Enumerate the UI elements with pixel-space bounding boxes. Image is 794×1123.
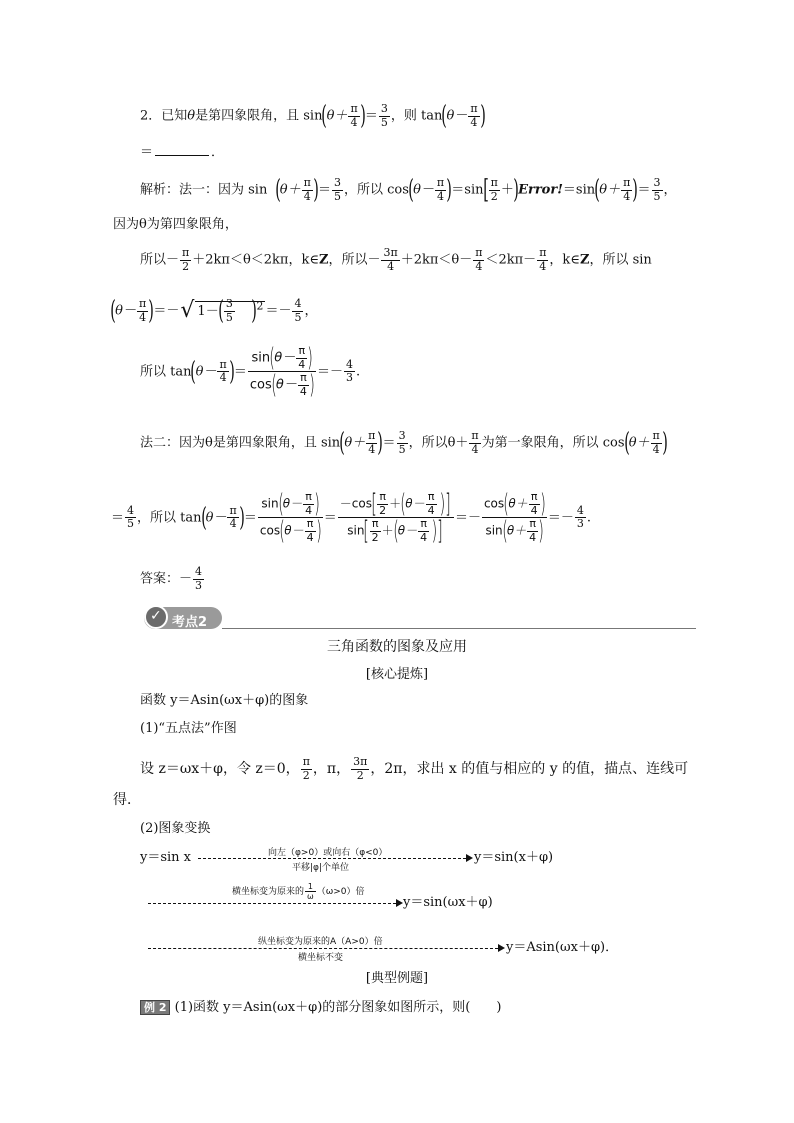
text: cos (249, 377, 272, 393)
paren: ) (479, 101, 486, 132)
text: ． (211, 145, 225, 160)
paren: ( (594, 175, 600, 206)
solution-line-4 (110, 296, 318, 327)
text: y＝Asin(ωx＋φ)． (506, 940, 619, 955)
transform-heading (140, 822, 210, 835)
solution-line-1 (140, 175, 677, 206)
paren: ( (217, 296, 224, 327)
solution-line-3 (140, 247, 652, 273)
text: ＝ (364, 108, 378, 124)
solution-line-2 (113, 218, 238, 231)
text: θ－ (274, 350, 296, 366)
text: ＝ (233, 364, 247, 380)
frac-pi-4: $\frac{\pi}{4}$ (229, 503, 237, 531)
text: ＝－ (153, 303, 180, 319)
text: θ＋ (628, 435, 650, 451)
paren: ( (271, 370, 277, 401)
frac-pi-4: $\frac{\pi}{4}$ (470, 102, 478, 129)
text: 2．已知 (140, 108, 188, 124)
transform-3-label-bottom: 横坐标不变 (298, 953, 344, 963)
paren: ) (446, 175, 453, 206)
exponent: 2 (256, 299, 264, 313)
text: ＝－ (547, 510, 574, 526)
frac-4-5: $\frac{4}{5}$ (294, 297, 302, 324)
transform-1-label-bottom: 平移|φ|个单位 (292, 863, 350, 873)
frac-pi-4: $\frac{\pi}{4}$ (298, 344, 306, 371)
text: ，所以 sin (589, 252, 652, 268)
transform-3-label-top: 纵坐标变为原来的A（A>0）倍 (258, 937, 383, 947)
text: . (586, 510, 591, 526)
text: ＝ (140, 145, 154, 160)
five-point-line (140, 756, 688, 782)
frac-pi-4: $\frac{\pi}{4}$ (303, 176, 311, 203)
text: y＝sin(ωx＋φ) (403, 895, 493, 910)
frac-3-5: $\frac{3}{5}$ (653, 176, 661, 203)
paren: ) (313, 175, 319, 206)
text: ，所以θ＋ (408, 435, 469, 451)
paren: ( (408, 175, 414, 206)
arrowhead (466, 854, 473, 862)
text: ＋2kπ＜θ＜2kπ，k∈ (192, 252, 319, 268)
paren: ( (623, 428, 630, 459)
frac-3-5: $\frac{3}{5}$ (380, 102, 388, 129)
arrowhead (498, 944, 505, 952)
frac-3-5: $\frac{3}{5}$ (398, 429, 406, 456)
frac-pi-2: $\frac{\pi}{2}$ (490, 176, 498, 203)
text: ＜2kπ－ (485, 252, 537, 268)
set-z: Z (318, 252, 329, 268)
core-heading (0, 668, 794, 681)
paren: ) (309, 370, 315, 401)
section-divider (222, 628, 696, 629)
text: y＝sin(x＋φ) (474, 850, 554, 865)
text: ＝ (243, 510, 257, 526)
text: 法二：因为θ是第四象限角，且 sin (140, 435, 341, 451)
paren: ) (307, 343, 314, 374)
text: 解析：法一：因为 sin (140, 182, 268, 198)
text: ＝ (111, 510, 125, 526)
paren: ) (251, 296, 258, 327)
example-badge: 例 2 (140, 1000, 170, 1015)
text: 所以 tan (140, 364, 192, 380)
section-title (0, 640, 794, 654)
paren: ( (190, 356, 197, 387)
paren: ( (274, 175, 281, 206)
frac-pi-4: $\frac{\pi}{4}$ (623, 176, 631, 203)
text: ＝－ (317, 364, 344, 380)
solution-line-5 (140, 345, 360, 399)
text: ＝ (637, 182, 651, 198)
example-line (140, 1000, 501, 1015)
paren: ) (239, 502, 245, 533)
transform-2-label: 横坐标变为原来的 $\frac{1}{\omega}$ （ω>0）倍 (232, 882, 365, 902)
paren: ( (339, 428, 346, 459)
frac-4-3: $\frac{4}{3}$ (576, 503, 584, 531)
text: θ－ (275, 377, 297, 393)
text: ，则 tan (390, 108, 443, 124)
text: ＝－ (454, 510, 481, 526)
frac-pi-2: $\frac{\pi}{2}$ (302, 755, 310, 782)
text: ，所以 tan (137, 510, 202, 526)
text: ＝sin (562, 182, 596, 198)
text: . (356, 364, 361, 380)
text: θ＋ (326, 108, 348, 124)
text: ，2π，求出 x 的值与相应的 y 的值，描点、连线可 (370, 761, 689, 778)
frac-4-5: $\frac{4}{5}$ (127, 503, 135, 531)
typical-heading (0, 972, 794, 985)
frac-pi-4: $\frac{\pi}{4}$ (138, 297, 147, 324)
frac-pi-4: $\frac{\pi}{4}$ (539, 246, 547, 273)
text: ＝sin (451, 182, 484, 198)
text: ，π， (312, 761, 351, 778)
text: y＝sin x (140, 850, 192, 865)
frac-pi-4: $\frac{\pi}{4}$ (368, 429, 376, 456)
text: 设 z＝ωx＋φ，令 z＝0， (140, 761, 300, 778)
section-badge (144, 607, 222, 629)
text: ＝ (323, 510, 337, 526)
text: 所以－ (140, 252, 180, 268)
paren: ( (200, 502, 207, 533)
frac-pi-2: $\frac{\pi}{2}$ (182, 246, 190, 273)
text: (1)“五点法”作图 (140, 721, 237, 736)
frac-cos-over-sin: cos(θ＋ $\frac{\pi}{4}$ ) sin(θ＋ $\frac{\pi}{4}$ ) (483, 489, 546, 547)
transform-1-right (474, 851, 553, 864)
problem-2-line-2 (140, 145, 224, 159)
problem-2-line-1 (140, 101, 486, 132)
text: ＝ (317, 182, 331, 198)
text: θ－ (413, 182, 434, 198)
sqrt-sign: √ (180, 298, 195, 324)
arrowhead (396, 899, 403, 907)
text: ＝－ (265, 303, 292, 319)
text: sin (251, 350, 271, 366)
frac-pi-4: $\frac{\pi}{4}$ (299, 371, 307, 398)
text: (1)函数 y＝Asin(ωx＋φ)的部分图象如图所示，则( ) (174, 1000, 502, 1015)
text: ， (663, 182, 677, 198)
answer-label: 答案：－ (140, 571, 193, 587)
text: 为第一象限角，所以 cos (481, 435, 625, 451)
five-point-line-end (113, 793, 141, 807)
text: θ－ (205, 510, 227, 526)
text: θ－ (195, 364, 217, 380)
frac-pi-4: $\frac{\pi}{4}$ (652, 429, 660, 456)
frac-sin-over-cos: sin(θ－ $\frac{\pi}{4}$ ) cos(θ－ $\frac{\pi}{4}$ ) (259, 489, 322, 547)
bracket: [ (482, 175, 489, 206)
paren: ) (662, 428, 668, 459)
text: ＝ (382, 435, 396, 451)
text: θ＋ (599, 182, 621, 198)
frac-tan-expression (248, 345, 316, 399)
paren: ) (148, 296, 155, 327)
paren: ( (110, 296, 116, 327)
frac-pi-4: $\frac{\pi}{4}$ (436, 176, 445, 203)
text: [核心提炼] (365, 667, 429, 682)
frac-3pi-2: $\frac{3\pi}{2}$ (353, 755, 368, 782)
text: ，所以－ (328, 252, 381, 268)
text: ， (304, 303, 318, 319)
text: ＋ (500, 182, 514, 198)
transform-2-arrow (148, 903, 396, 904)
text: (2)图象变换 (140, 821, 211, 836)
badge-label: 考点2 (172, 615, 208, 630)
frac-pi-4: $\frac{\pi}{4}$ (475, 246, 483, 273)
transform-1-arrow (198, 858, 466, 859)
answer-line (140, 566, 205, 592)
transform-1-left (140, 851, 191, 864)
paren: ) (513, 175, 519, 206)
solution-line-7 (111, 491, 591, 545)
frac-pi-4: $\frac{\pi}{4}$ (219, 357, 227, 385)
error-text: Error! (518, 182, 563, 198)
theta: θ (187, 108, 196, 124)
text: θ＋ (344, 435, 366, 451)
text: 函数 y＝Asin(ωx＋φ)的图象 (140, 693, 309, 708)
frac-cofunction: －cos[ $\frac{\pi}{2}$ ＋(θ－ $\frac{\pi}{4}$ )] sin[ $\frac{\pi}{2}$ ＋(θ－ $\frac{\pi}{4}$ )] (338, 491, 454, 545)
text: θ－ (115, 303, 136, 319)
frac-4-3: $\frac{4}{3}$ (346, 357, 354, 385)
answer-blank (155, 145, 209, 156)
frac-4-3: $\frac{4}{3}$ (195, 565, 203, 592)
text: ＋2kπ＜θ－ (400, 252, 473, 268)
five-point-heading (140, 722, 237, 735)
paren: ) (359, 101, 366, 132)
transform-3-right (506, 941, 618, 954)
text: ，所以 cos (344, 182, 409, 198)
text: θ＋ (279, 182, 301, 198)
paren: ) (632, 175, 639, 206)
text: 三角函数的图象及应用 (327, 639, 467, 655)
text: ，k∈ (549, 252, 580, 268)
set-z: Z (579, 252, 590, 268)
text: [典型例题] (365, 971, 429, 986)
sqrt-body (195, 296, 265, 327)
transform-1-label-top: 向左（φ>0）或向右（φ<0） (268, 848, 388, 858)
text: 是第四象限角，且 sin (195, 108, 323, 124)
text: 得． (113, 792, 141, 808)
solution-line-6 (140, 428, 668, 459)
paren: ( (269, 343, 275, 374)
frac-pi-4: $\frac{\pi}{4}$ (471, 429, 479, 456)
text: 1－ (197, 303, 219, 319)
frac-3-5: $\frac{3}{5}$ (225, 297, 233, 324)
transform-2-right (403, 896, 493, 909)
paren: ) (377, 428, 384, 459)
paren: ) (228, 356, 235, 387)
frac-pi-4: $\frac{\pi}{4}$ (350, 102, 358, 129)
paren: ( (441, 101, 448, 132)
frac-3-5: $\frac{3}{5}$ (334, 176, 341, 203)
text: 因为θ为第四象限角， (113, 217, 238, 232)
text: θ－ (446, 108, 468, 124)
paren: ( (321, 101, 328, 132)
transform-3-arrow (148, 948, 498, 949)
func-heading (140, 694, 308, 707)
frac-3pi-4: $\frac{3\pi}{4}$ (383, 246, 398, 273)
check-circle-icon: ✓ (144, 605, 168, 629)
